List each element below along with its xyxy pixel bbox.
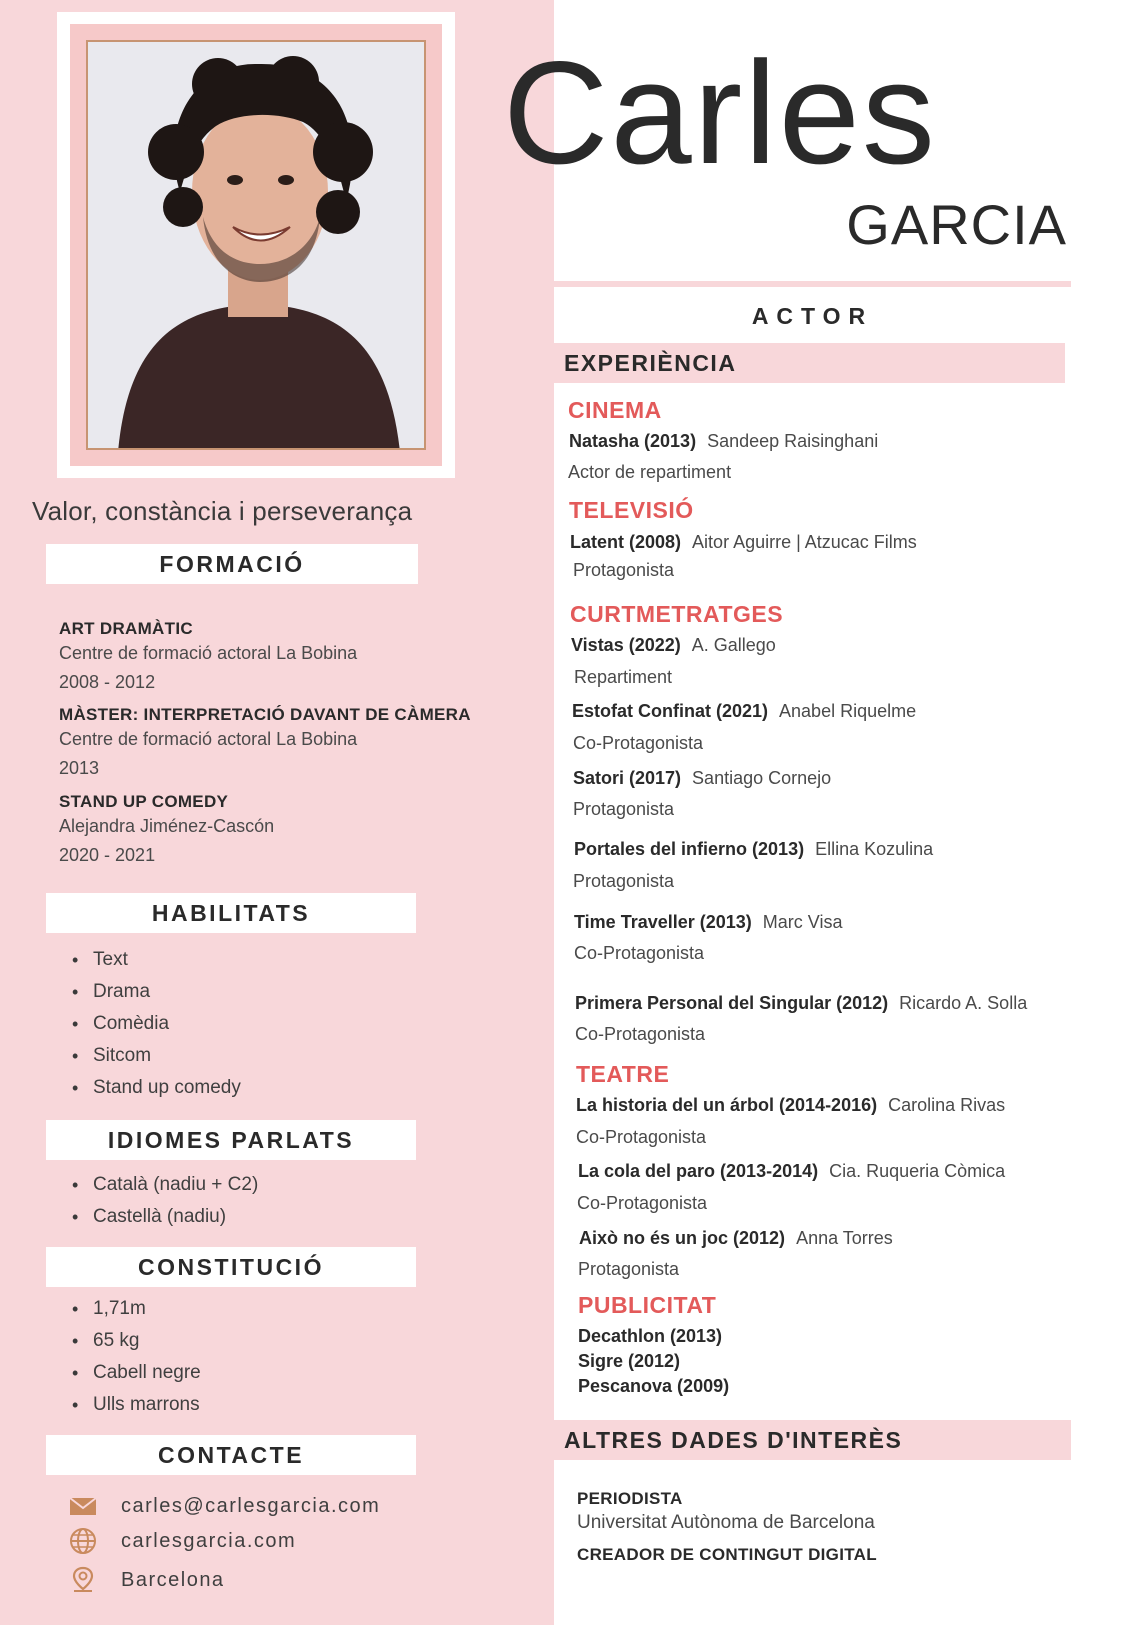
last-name: GARCIA bbox=[846, 193, 1067, 256]
work-title: Satori (2017) bbox=[573, 768, 682, 788]
category-televisio: TELEVISIÓ bbox=[569, 497, 694, 523]
formacio-heading: FORMACIÓ bbox=[46, 544, 418, 584]
category-cinema: CINEMA bbox=[568, 397, 662, 423]
list-item: • Ulls marrons bbox=[68, 1389, 201, 1421]
category-publicitat: PUBLICITAT bbox=[578, 1292, 717, 1318]
list-item: • 65 kg bbox=[68, 1325, 201, 1357]
website-link[interactable]: carlesgarcia.com bbox=[121, 1529, 297, 1552]
work-title: Natasha (2013) bbox=[569, 431, 697, 451]
category-teatre: TEATRE bbox=[576, 1061, 670, 1087]
work-title: Estofat Confinat (2021) bbox=[572, 701, 769, 721]
credit-row bbox=[569, 431, 878, 452]
work-credit: Ricardo A. Solla bbox=[899, 993, 1028, 1013]
work-title: Latent (2008) bbox=[570, 532, 682, 552]
photo-frame bbox=[57, 12, 455, 478]
work-credit: Sandeep Raisinghani bbox=[707, 431, 879, 451]
role-title: ACTOR bbox=[751, 303, 874, 329]
mail-icon bbox=[68, 1491, 98, 1521]
work-title: Time Traveller (2013) bbox=[574, 912, 752, 932]
work-role: Protagonista bbox=[573, 799, 675, 819]
education-title: STAND UP COMEDY bbox=[59, 792, 229, 811]
work-title: La cola del paro (2013-2014) bbox=[578, 1161, 819, 1181]
education-item bbox=[59, 792, 274, 874]
list-item: • 1,71m bbox=[68, 1293, 201, 1325]
work-role: Protagonista bbox=[573, 871, 675, 891]
credit-row bbox=[574, 839, 933, 860]
constitucio-heading: CONSTITUCIÓ bbox=[46, 1247, 416, 1287]
education-years: 2020 - 2021 bbox=[59, 845, 156, 865]
contact-web[interactable] bbox=[68, 1523, 296, 1559]
profile-photo bbox=[86, 40, 426, 450]
ad-item: Decathlon (2013) bbox=[578, 1326, 723, 1346]
portrait-illustration bbox=[88, 42, 426, 450]
constitution-list bbox=[68, 1293, 201, 1421]
contacte-heading: CONTACTE bbox=[46, 1435, 416, 1475]
extra-job-title: PERIODISTA bbox=[577, 1489, 683, 1508]
list-item: • Sitcom bbox=[68, 1040, 241, 1072]
work-credit: Santiago Cornejo bbox=[692, 768, 832, 788]
work-credit: A. Gallego bbox=[691, 635, 776, 655]
globe-icon bbox=[68, 1526, 98, 1556]
credit-row bbox=[570, 532, 917, 553]
first-name: Carles bbox=[503, 31, 937, 194]
ad-item: Pescanova (2009) bbox=[578, 1376, 730, 1396]
photo-mat bbox=[70, 24, 442, 466]
education-item bbox=[59, 619, 357, 701]
education-place: Centre de formació actoral La Bobina bbox=[59, 729, 358, 749]
education-title: MÀSTER: INTERPRETACIÓ DAVANT DE CÀMERA bbox=[59, 705, 471, 724]
work-role: Co-Protagonista bbox=[573, 733, 704, 753]
skills-list bbox=[68, 944, 241, 1104]
list-item: • Castellà (nadiu) bbox=[68, 1201, 258, 1233]
education-years: 2013 bbox=[59, 758, 100, 778]
list-item: • Català (nadiu + C2) bbox=[68, 1169, 258, 1201]
languages-list bbox=[68, 1169, 258, 1233]
title-divider bbox=[554, 281, 1071, 287]
education-place: Alejandra Jiménez-Cascón bbox=[59, 816, 275, 836]
ad-item: Sigre (2012) bbox=[578, 1351, 681, 1371]
work-title: Portales del infierno (2013) bbox=[574, 839, 805, 859]
credit-row bbox=[574, 912, 842, 933]
contact-email[interactable] bbox=[68, 1488, 380, 1524]
email-link[interactable]: carles@carlesgarcia.com bbox=[121, 1494, 381, 1517]
work-credit: Marc Visa bbox=[762, 912, 843, 932]
work-credit: Aitor Aguirre | Atzucac Films bbox=[692, 532, 917, 552]
education-title: ART DRAMÀTIC bbox=[59, 619, 193, 638]
habilitats-heading: HABILITATS bbox=[46, 893, 416, 933]
work-role: Protagonista bbox=[578, 1259, 680, 1279]
extra-job-title: CREADOR DE CONTINGUT DIGITAL bbox=[577, 1545, 877, 1564]
education-place: Centre de formació actoral La Bobina bbox=[59, 643, 358, 663]
credit-row bbox=[571, 635, 776, 656]
work-title: Vistas (2022) bbox=[571, 635, 681, 655]
city-label: Barcelona bbox=[121, 1568, 225, 1591]
work-credit: Carolina Rivas bbox=[888, 1095, 1006, 1115]
list-item: • Comèdia bbox=[68, 1008, 241, 1040]
credit-row bbox=[573, 768, 831, 789]
work-credit: Anabel Riquelme bbox=[779, 701, 917, 721]
credit-row bbox=[576, 1095, 1005, 1116]
contact-city bbox=[68, 1562, 225, 1598]
work-role: Co-Protagonista bbox=[577, 1193, 708, 1213]
location-pin-icon bbox=[68, 1565, 98, 1595]
idiomes-heading: IDIOMES PARLATS bbox=[46, 1120, 416, 1160]
work-credit: Ellina Kozulina bbox=[815, 839, 934, 859]
work-title: Primera Personal del Singular (2012) bbox=[575, 993, 889, 1013]
work-role: Co-Protagonista bbox=[574, 943, 705, 963]
credit-row bbox=[578, 1161, 1005, 1182]
credit-row bbox=[575, 993, 1027, 1014]
category-curtmetratges: CURTMETRATGES bbox=[570, 601, 784, 627]
altres-heading: ALTRES DADES D'INTERÈS bbox=[554, 1420, 1071, 1460]
credit-row bbox=[572, 701, 916, 722]
work-title: Això no és un joc (2012) bbox=[579, 1228, 786, 1248]
education-item bbox=[59, 705, 471, 787]
work-role: Co-Protagonista bbox=[576, 1127, 707, 1147]
list-item: • Drama bbox=[68, 976, 241, 1008]
education-years: 2008 - 2012 bbox=[59, 672, 156, 692]
work-title: La historia del un árbol (2014-2016) bbox=[576, 1095, 878, 1115]
credit-row bbox=[579, 1228, 893, 1249]
work-role: Repartiment bbox=[574, 667, 673, 687]
work-role: Co-Protagonista bbox=[575, 1024, 706, 1044]
work-credit: Cia. Ruqueria Còmica bbox=[829, 1161, 1006, 1181]
work-role: Actor de repartiment bbox=[568, 462, 732, 482]
list-item: • Stand up comedy bbox=[68, 1072, 241, 1104]
list-item: • Text bbox=[68, 944, 241, 976]
experiencia-heading: EXPERIÈNCIA bbox=[554, 343, 1065, 383]
list-item: • Cabell negre bbox=[68, 1357, 201, 1389]
extra-job-place: Universitat Autònoma de Barcelona bbox=[577, 1512, 875, 1533]
work-credit: Anna Torres bbox=[796, 1228, 893, 1248]
work-role: Protagonista bbox=[573, 560, 675, 580]
tagline: Valor, constància i perseverança bbox=[32, 496, 413, 526]
